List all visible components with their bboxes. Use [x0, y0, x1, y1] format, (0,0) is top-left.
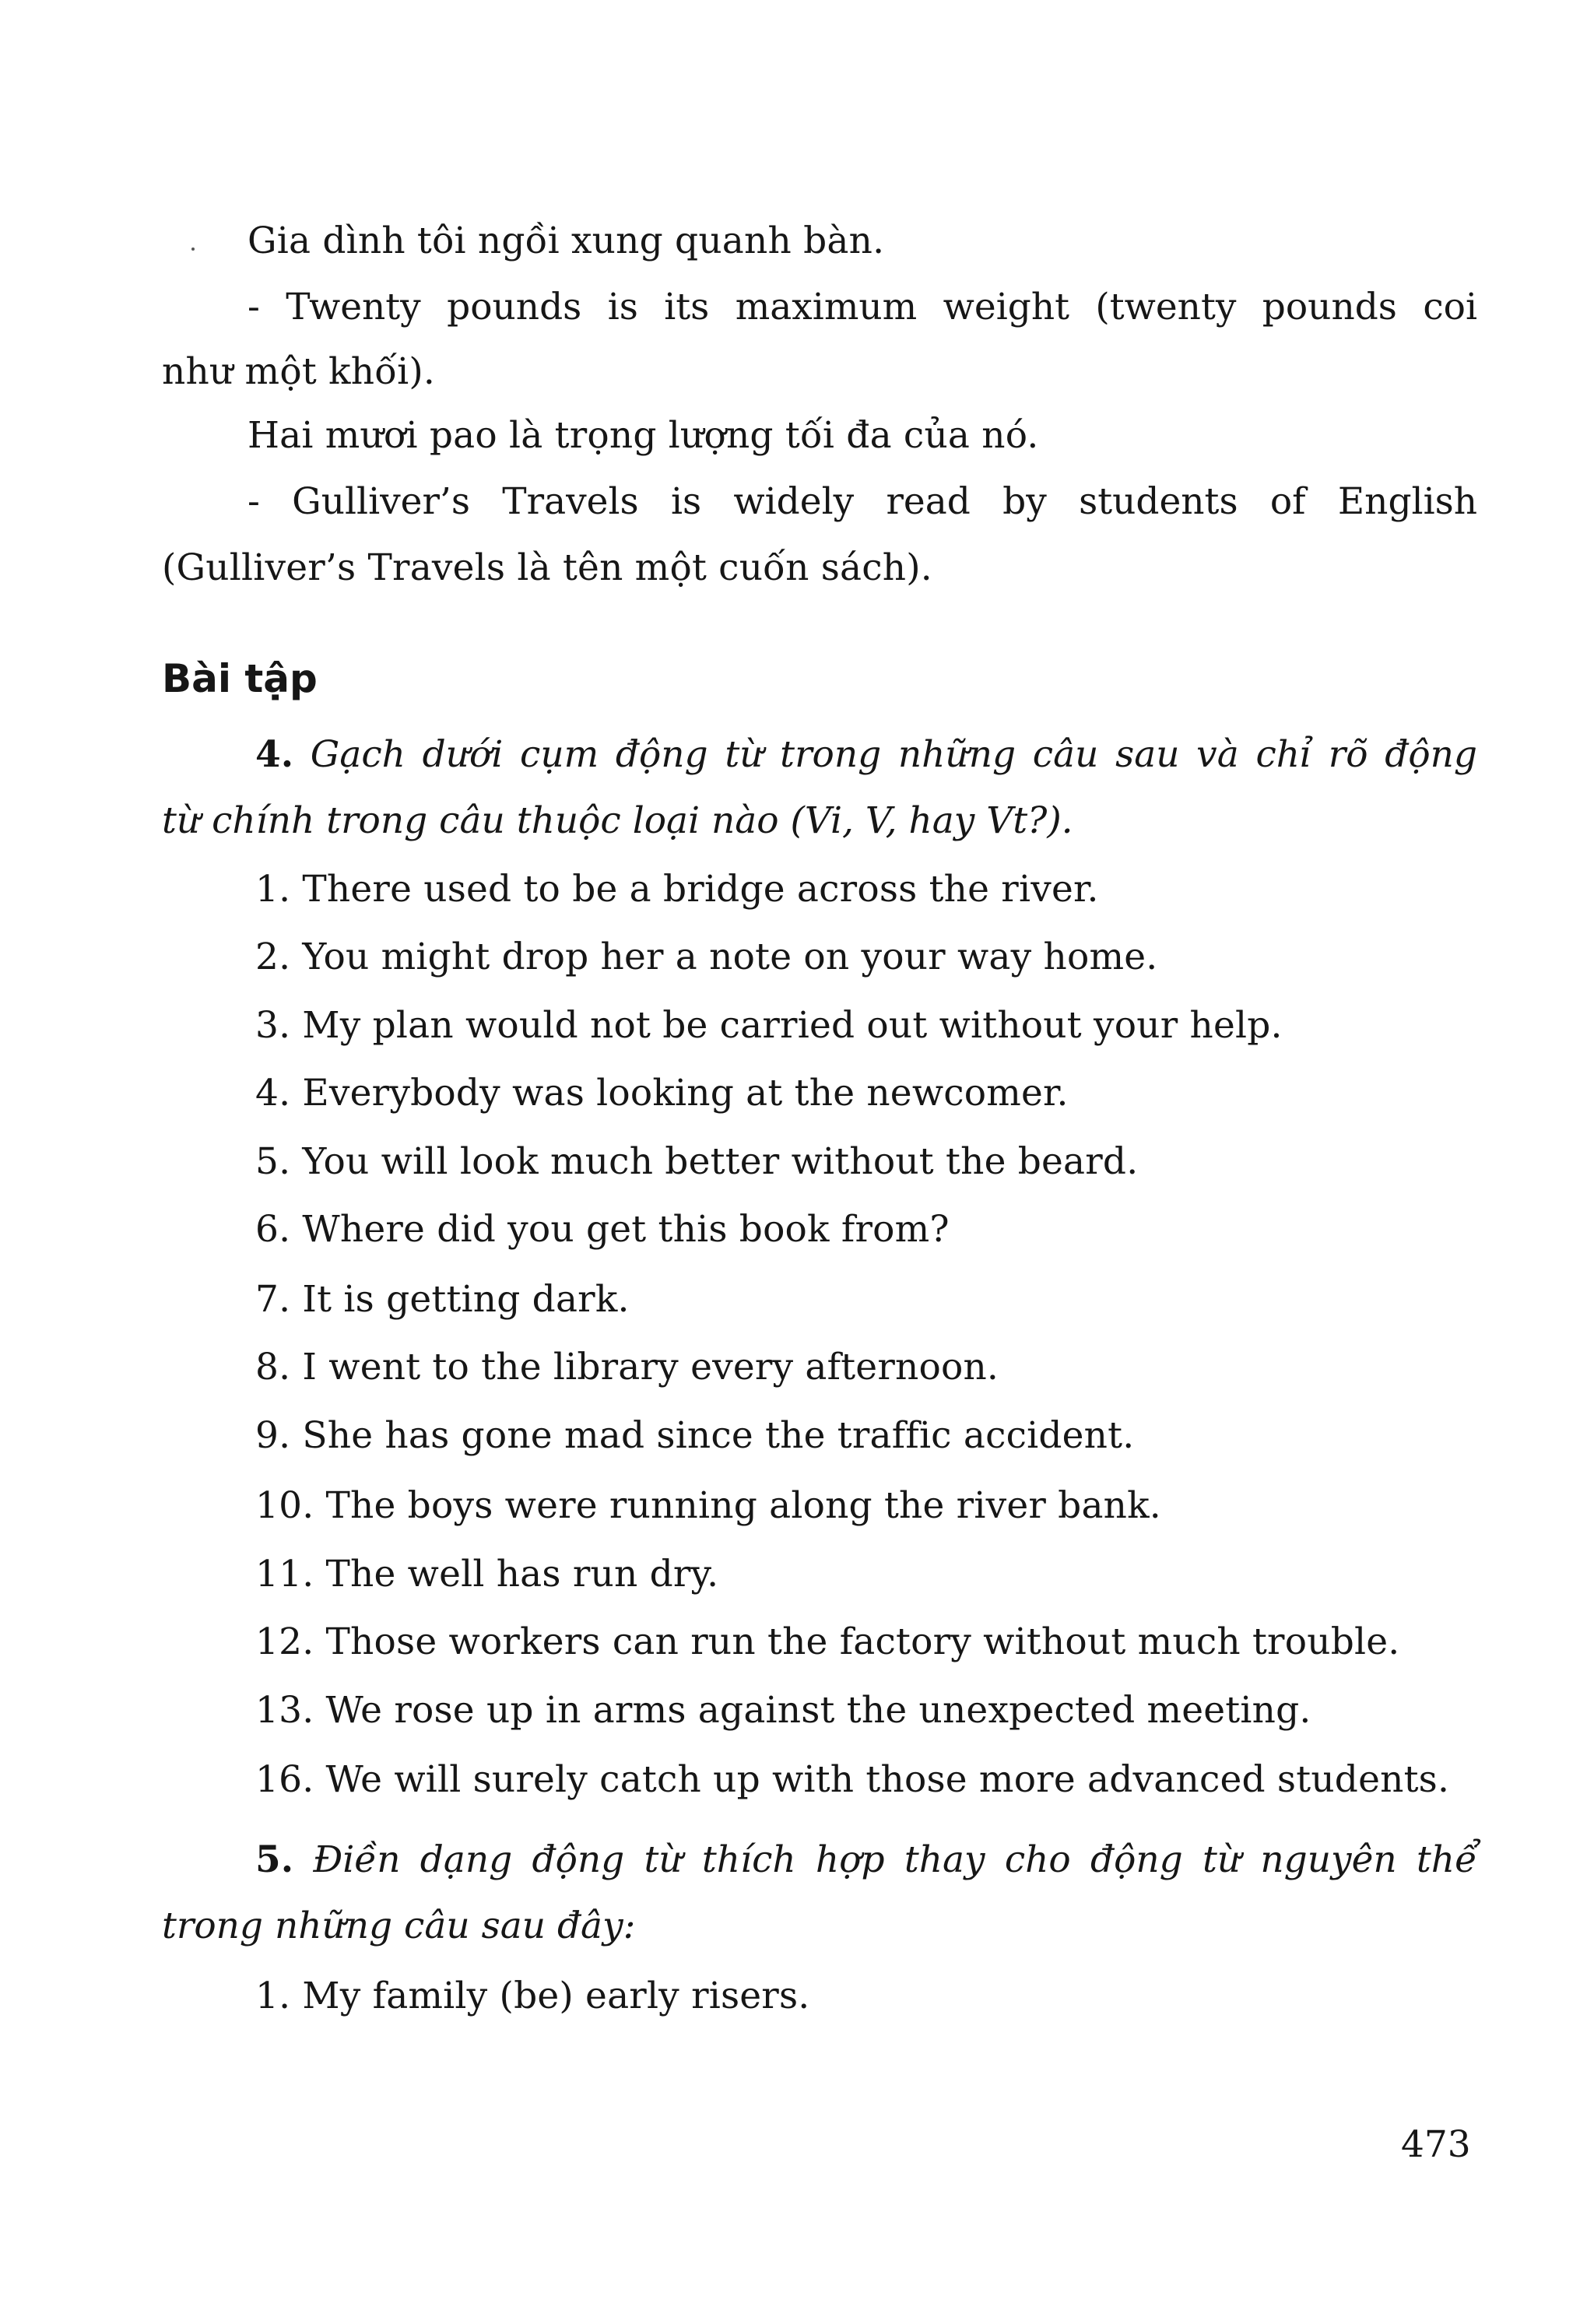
section-heading: Bài tập	[162, 656, 318, 701]
exercise-4-title-text: Gạch dưới cụm động từ trong những câu sau và chỉ rõ động	[310, 733, 1477, 776]
exercise-4-item: 1. There used to be a bridge across the river.	[255, 868, 1099, 911]
exercise-4-item: 8. I went to the library every afternoon.	[255, 1346, 999, 1388]
intro-line-4b: (Gulliver’s Travels là tên một cuốn sách).	[162, 546, 932, 589]
exercise-4-item: 9. She has gone mad since the traffic accident.	[255, 1414, 1135, 1457]
exercise-5-title-line-2: trong những câu sau đây:	[162, 1904, 636, 1947]
exercise-4-item: 13. We rose up in arms against the unexpected meeting.	[255, 1689, 1311, 1732]
exercise-5-item: 1. My family (be) early risers.	[255, 1975, 810, 2017]
exercise-4-number: 4.	[255, 733, 294, 776]
exercise-5-title-line-1	[255, 1837, 1477, 1883]
exercise-4-item: 5. You will look much better without the beard.	[255, 1140, 1139, 1183]
exercise-4-item: 3. My plan would not be carried out without your help.	[255, 1004, 1283, 1047]
exercise-4-item: 7. It is getting dark.	[255, 1278, 630, 1321]
exercise-4-item: 16. We will surely catch up with those more advanced students.	[255, 1758, 1450, 1801]
intro-line-4a: - Gulliver’s Travels is widely read by students of English	[248, 480, 1477, 523]
intro-line-2b: như một khối).	[162, 350, 436, 393]
exercise-4-item: 11. The well has run dry.	[255, 1553, 719, 1596]
exercise-4-item: 6. Where did you get this book from?	[255, 1208, 950, 1251]
exercise-4-item: 4. Everybody was looking at the newcomer.	[255, 1072, 1069, 1115]
exercise-4-title-line-2: từ chính trong câu thuộc loại nào (Vi, V, hay Vt?).	[162, 799, 1073, 842]
exercise-4-item: 10. The boys were running along the river bank.	[255, 1484, 1161, 1527]
exercise-4-item: 2. You might drop her a note on your way home.	[255, 936, 1158, 978]
exercise-5-number: 5.	[255, 1838, 294, 1881]
exercise-4-item: 12. Those workers can run the factory without much trouble.	[255, 1620, 1400, 1663]
exercise-4-title-line-1	[255, 732, 1477, 778]
intro-line-3: Hai mươi pao là trọng lượng tối đa của nó.	[248, 414, 1039, 457]
exercise-5-title-text: Điền dạng động từ thích hợp thay cho động từ nguyên thể	[313, 1838, 1477, 1881]
intro-line-1: Gia dình tôi ngồi xung quanh bàn.	[248, 219, 885, 262]
stray-mark	[191, 247, 195, 251]
page-number: 473	[1401, 2123, 1471, 2166]
intro-line-2a: - Twenty pounds is its maximum weight (twenty pounds coi	[248, 286, 1477, 328]
